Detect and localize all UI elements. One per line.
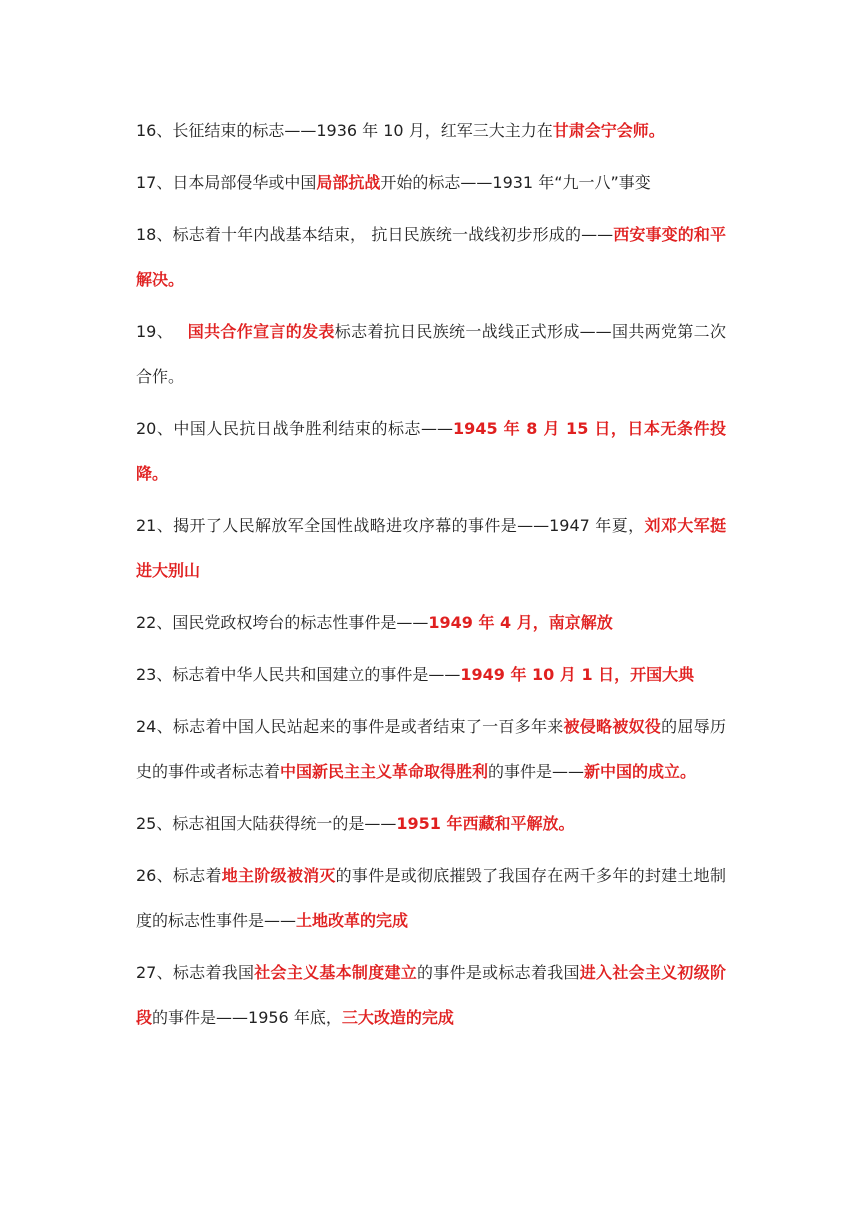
item-17: 17、日本局部侵华或中国局部抗战开始的标志——1931 年“九一八”事变 [136,173,651,192]
item-18: 18、标志着十年内战基本结束， 抗日民族统一战线初步形成的——西安事变的和平解决。 [136,225,726,289]
highlight: 新中国的成立。 [584,762,697,781]
highlight: 刘邓大军挺进大别山 [136,516,726,580]
highlight: 1949 年 10 月 1 日，开国大典 [460,665,695,684]
item-22: 22、国民党政权垮台的标志性事件是——1949 年 4 月，南京解放 [136,613,613,632]
highlight: 局部抗战 [316,173,381,192]
item-19: 19、 国共合作宣言的发表标志着抗日民族统一战线正式形成——国共两党第二次合作。 [136,322,726,386]
item-24: 24、标志着中国人民站起来的事件是或者结束了一百多年来被侵略被奴役的屈辱历史的事件或者标志着中国新民主主义革命取得胜利的事件是——新中国的成立。 [136,717,726,781]
document-body [136,108,726,1047]
highlight: 西安事变的和平解决。 [136,225,726,289]
item-20: 20、中国人民抗日战争胜利结束的标志——1945 年 8 月 15 日，日本无条件投降。 [136,419,726,483]
item-16: 16、长征结束的标志——1936 年 10 月，红军三大主力在甘肃会宁会师。 [136,121,665,140]
item-21: 21、揭开了人民解放军全国性战略进攻序幕的事件是——1947 年夏，刘邓大军挺进大别山 [136,516,726,580]
highlight: 国共合作宣言的发表 [187,322,335,341]
highlight: 1949 年 4 月，南京解放 [428,613,613,632]
highlight: 地主阶级被消灭 [221,866,336,885]
highlight: 土地改革的完成 [296,911,409,930]
highlight: 1951 年西藏和平解放。 [396,814,575,833]
highlight: 进入社会主义初级阶段 [136,963,726,1027]
item-26: 26、标志着地主阶级被消灭的事件是或彻底摧毁了我国存在两千多年的封建土地制度的标志性事件是——土地改革的完成 [136,866,726,930]
highlight: 1945 年 8 月 15 日，日本无条件投降。 [136,419,726,483]
item-27: 27、标志着我国社会主义基本制度建立的事件是或标志着我国进入社会主义初级阶段的事件是——1956 年底，三大改造的完成 [136,963,726,1027]
highlight: 三大改造的完成 [341,1008,454,1027]
item-25: 25、标志祖国大陆获得统一的是——1951 年西藏和平解放。 [136,814,575,833]
highlight: 被侵略被奴役 [563,717,662,736]
highlight: 社会主义基本制度建立 [254,963,418,982]
item-23: 23、标志着中华人民共和国建立的事件是——1949 年 10 月 1 日，开国大典 [136,665,695,684]
highlight: 中国新民主主义革命取得胜利 [280,762,489,781]
highlight: 甘肃会宁会师。 [552,121,665,140]
